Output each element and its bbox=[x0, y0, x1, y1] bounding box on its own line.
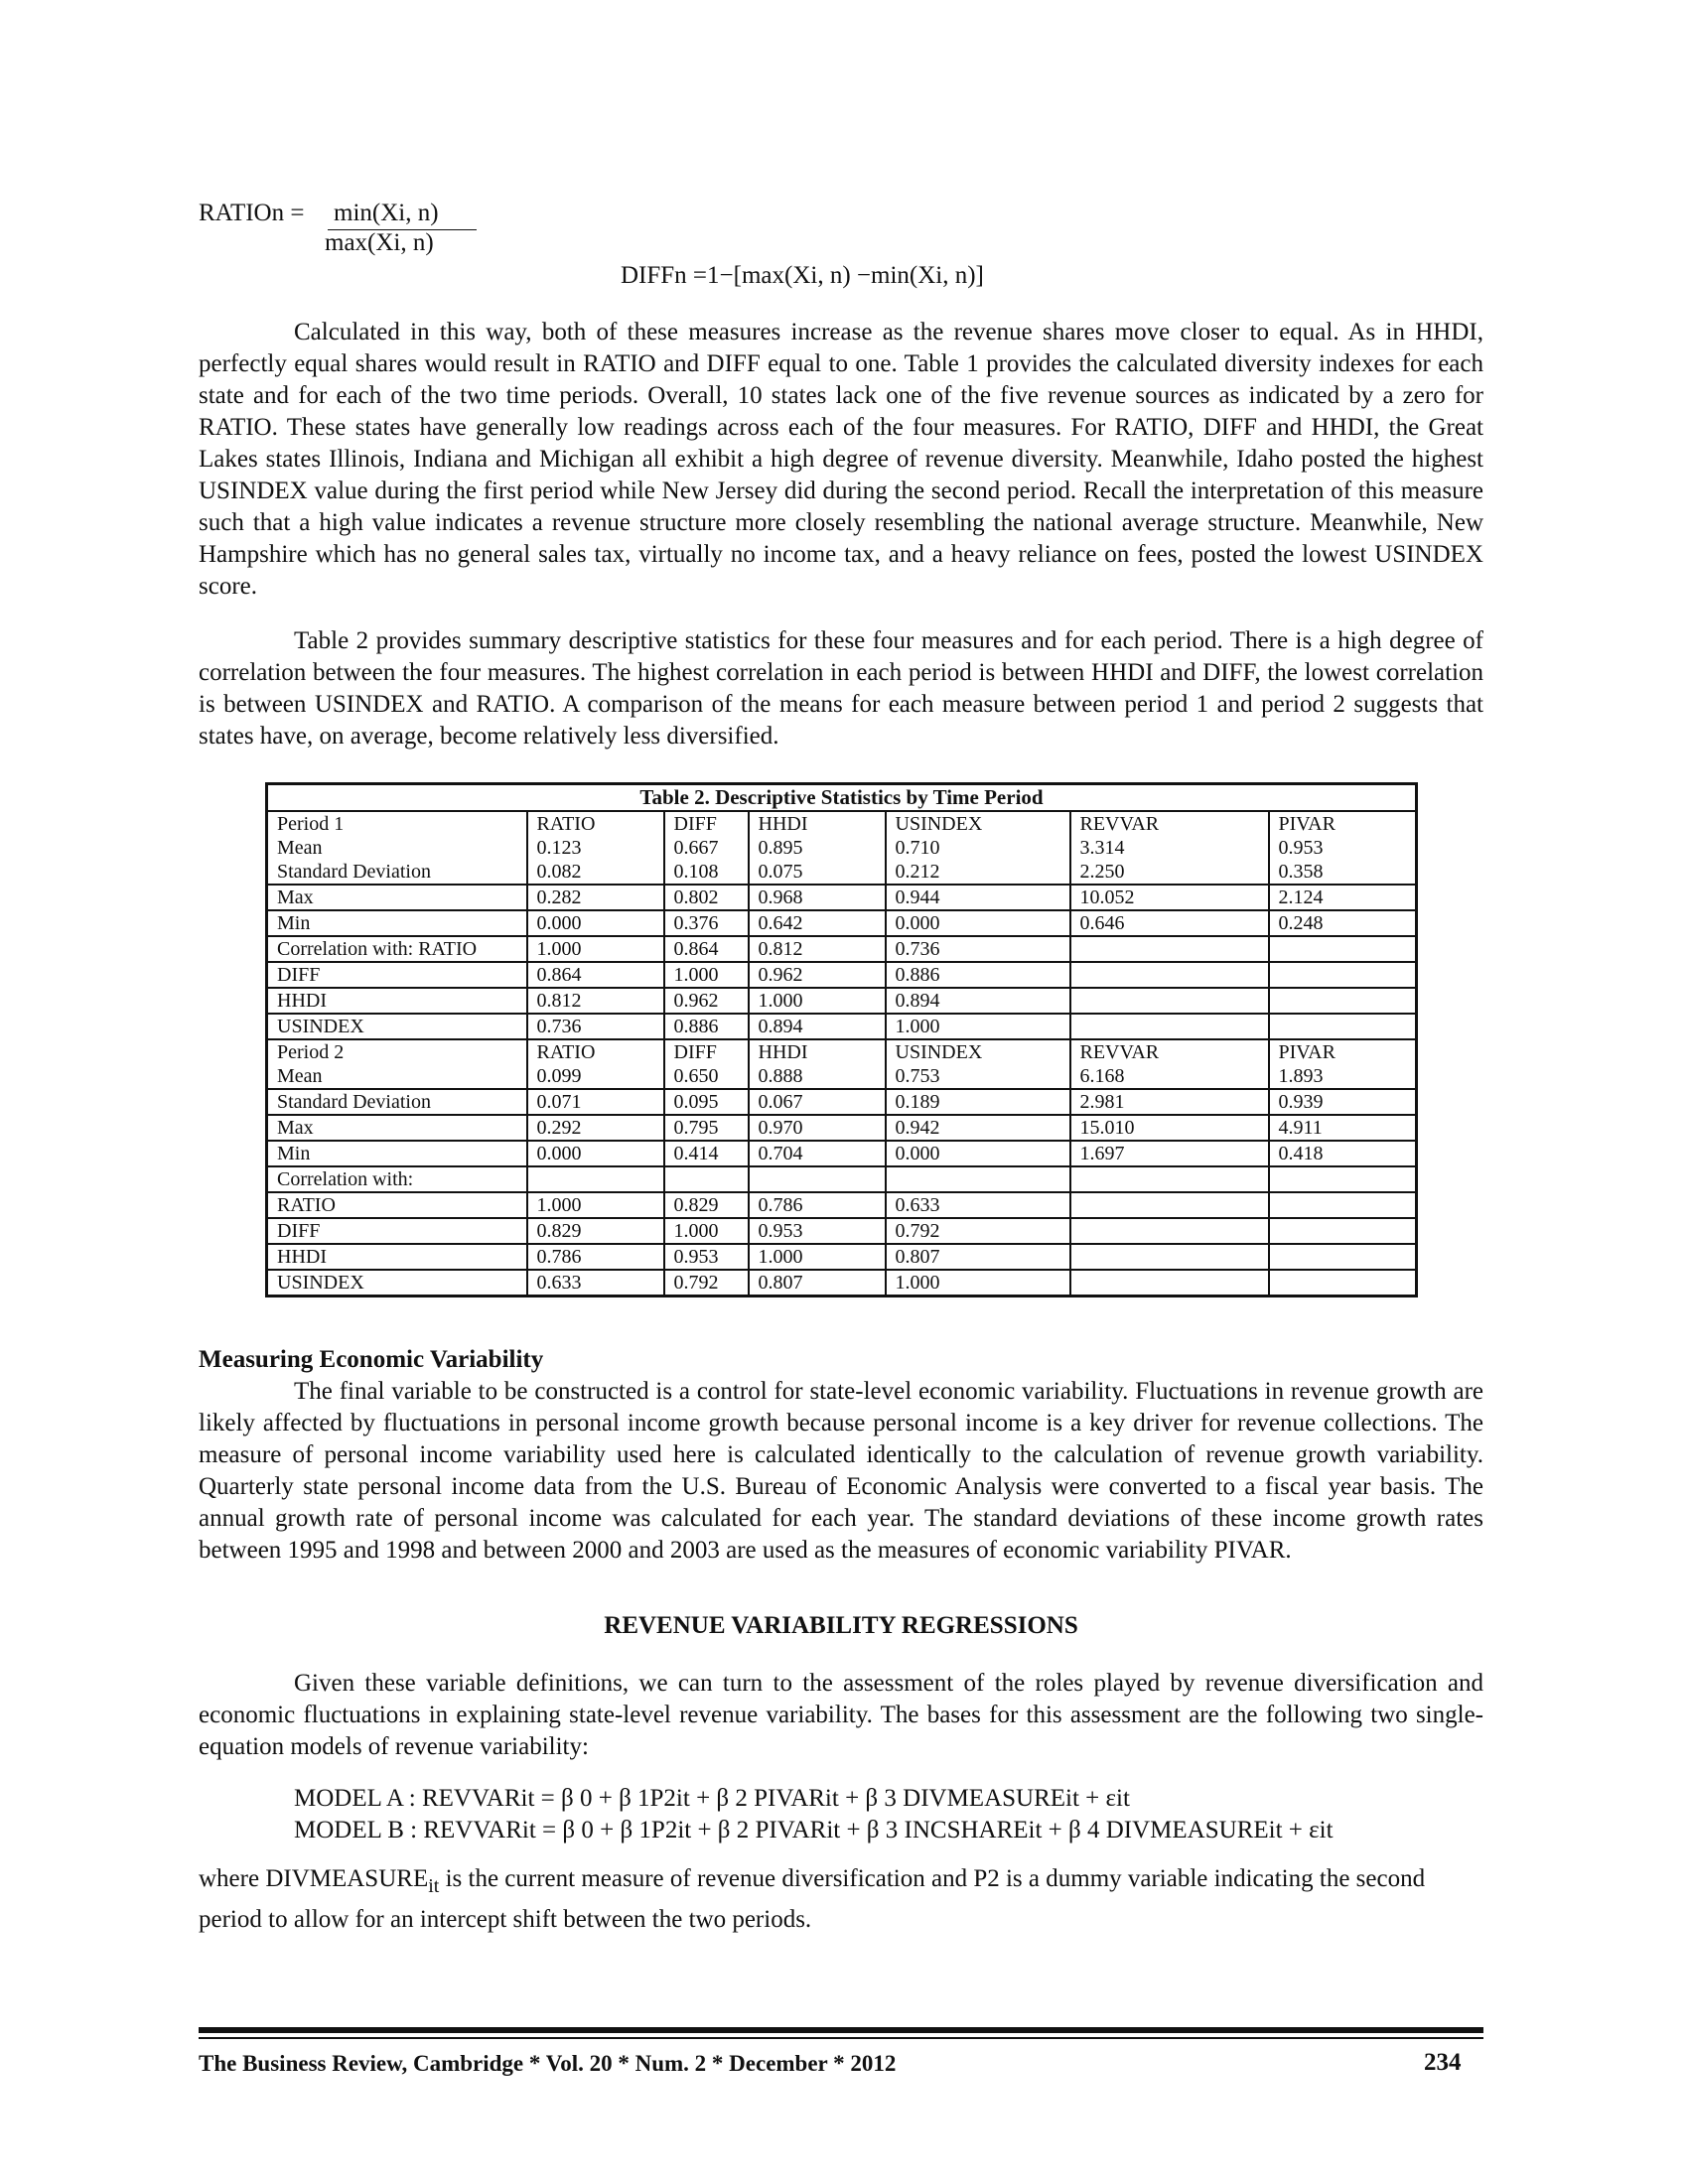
cell-line: 0.376 bbox=[673, 912, 719, 934]
model-a-equation: MODEL A : REVVARit = β 0 + β 1P2it + β 2 PIVARit + β 3 DIVMEASUREit + εit bbox=[294, 1785, 1130, 1812]
cell-line: 0.642 bbox=[758, 912, 803, 934]
value-cell bbox=[527, 1115, 664, 1141]
value-cell bbox=[1269, 988, 1417, 1014]
cell-line bbox=[1279, 1193, 1407, 1217]
cell-line bbox=[1080, 1271, 1259, 1295]
value-cell bbox=[664, 1115, 749, 1141]
value-cell bbox=[886, 1192, 1070, 1218]
value-cell bbox=[1269, 1166, 1417, 1192]
table-row bbox=[267, 988, 1417, 1014]
value-cell bbox=[1070, 1115, 1269, 1141]
cell-line: Standard Deviation bbox=[277, 1091, 431, 1113]
value-cell bbox=[1070, 1218, 1269, 1244]
value-cell bbox=[1269, 1141, 1417, 1166]
cell-line: HHDI bbox=[277, 990, 327, 1012]
cell-line: 0.704 bbox=[758, 1143, 803, 1164]
cell-line: USINDEX bbox=[895, 813, 983, 835]
value-cell bbox=[749, 885, 886, 910]
value-cell bbox=[527, 885, 664, 910]
row-label-cell bbox=[267, 936, 527, 962]
cell-line: USINDEX bbox=[277, 1272, 364, 1294]
cell-line: 0.000 bbox=[895, 912, 940, 934]
value-cell bbox=[527, 1218, 664, 1244]
paragraph-diversity-indexes: Calculated in this way, both of these measures increase as the revenue shares move closer to equal. As in HHDI, perfectly equal shares would result in RATIO and DIFF equal to one. Table 1 provides the calculated diversity indexes for each state and for each of the two time periods. Overall, 10 states lack one of the five revenue sources as indicated by a zero for RATIO. These states have generally low readings across each of the four measures. For RATIO, DIFF and HHDI, the Great Lakes states Illinois, Indiana and Michigan all exhibit a high degree of revenue diversity. Meanwhile, Idaho posted the highest USINDEX value during the first period while New Jersey did during the second period. Recall the interpretation of this measure such that a high value indicates a revenue structure more closely resembling the national average structure. Meanwhile, New Hampshire which has no general sales tax, virtually no income tax, and a heavy reliance on fees, posted the lowest USINDEX score. bbox=[199, 319, 1483, 600]
value-cell bbox=[664, 910, 749, 936]
table-row bbox=[267, 811, 1417, 885]
value-cell bbox=[527, 936, 664, 962]
ratio-formula-denominator: max(Xi, n) bbox=[325, 229, 434, 256]
cell-line: Period 1 bbox=[277, 813, 345, 835]
cell-line: 1.000 bbox=[536, 938, 582, 960]
value-cell bbox=[1070, 988, 1269, 1014]
cell-line: 0.792 bbox=[673, 1272, 719, 1294]
value-cell bbox=[527, 811, 664, 885]
value-cell bbox=[1269, 1244, 1417, 1270]
value-cell bbox=[1070, 936, 1269, 962]
value-cell bbox=[886, 1218, 1070, 1244]
cell-line: 0.786 bbox=[758, 1194, 803, 1216]
row-label-cell bbox=[267, 811, 527, 885]
value-cell bbox=[664, 885, 749, 910]
table-row bbox=[267, 1244, 1417, 1270]
value-cell bbox=[1269, 885, 1417, 910]
cell-line: 0.968 bbox=[758, 887, 803, 908]
row-label-cell bbox=[267, 1166, 527, 1192]
value-cell bbox=[1269, 1039, 1417, 1089]
cell-line bbox=[1080, 1245, 1259, 1269]
cell-line: 0.886 bbox=[673, 1016, 719, 1037]
value-cell bbox=[1269, 1115, 1417, 1141]
cell-line: 0.099 bbox=[536, 1065, 582, 1087]
table-row bbox=[267, 1192, 1417, 1218]
cell-line: RATIO bbox=[536, 813, 596, 835]
cell-line: DIFF bbox=[673, 1041, 717, 1063]
value-cell bbox=[749, 1141, 886, 1166]
value-cell bbox=[1269, 962, 1417, 988]
cell-line bbox=[537, 1167, 654, 1191]
cell-line: HHDI bbox=[758, 1041, 808, 1063]
cell-line: Max bbox=[277, 887, 314, 908]
value-cell bbox=[1269, 1014, 1417, 1039]
cell-line: 1.000 bbox=[895, 1016, 940, 1037]
ratio-formula-lhs: RATIOn = bbox=[199, 200, 305, 226]
table-row bbox=[267, 1115, 1417, 1141]
value-cell bbox=[1269, 910, 1417, 936]
cell-line bbox=[1080, 963, 1259, 987]
value-cell bbox=[664, 1089, 749, 1115]
cell-line: USINDEX bbox=[895, 1041, 983, 1063]
cell-line: REVVAR bbox=[1079, 813, 1160, 835]
value-cell bbox=[749, 910, 886, 936]
cell-line: 2.250 bbox=[1079, 861, 1125, 883]
value-cell bbox=[886, 936, 1070, 962]
cell-line: 0.753 bbox=[895, 1065, 940, 1087]
value-cell bbox=[1070, 1039, 1269, 1089]
cell-line: PIVAR bbox=[1278, 813, 1336, 835]
table-row bbox=[267, 1014, 1417, 1039]
cell-line: 0.082 bbox=[536, 861, 582, 883]
cell-line: 0.736 bbox=[536, 1016, 582, 1037]
cell-line: 0.939 bbox=[1278, 1091, 1324, 1113]
cell-line: 2.124 bbox=[1278, 887, 1324, 908]
cell-line: 0.646 bbox=[1079, 912, 1125, 934]
table-row bbox=[267, 1141, 1417, 1166]
value-cell bbox=[886, 1244, 1070, 1270]
value-cell bbox=[664, 936, 749, 962]
value-cell bbox=[1269, 811, 1417, 885]
cell-line: Period 2 bbox=[277, 1041, 345, 1063]
cell-line: 0.962 bbox=[758, 964, 803, 986]
cell-line: 0.895 bbox=[758, 837, 803, 859]
value-cell bbox=[886, 1014, 1070, 1039]
cell-line bbox=[896, 1167, 1060, 1191]
cell-line bbox=[1080, 989, 1259, 1013]
value-cell bbox=[527, 1244, 664, 1270]
cell-line: 6.168 bbox=[1079, 1065, 1125, 1087]
value-cell bbox=[527, 910, 664, 936]
cell-line: HHDI bbox=[277, 1246, 327, 1268]
cell-line: 0.864 bbox=[536, 964, 582, 986]
row-label-cell bbox=[267, 910, 527, 936]
value-cell bbox=[527, 1192, 664, 1218]
cell-line: 0.962 bbox=[673, 990, 719, 1012]
cell-line: 1.000 bbox=[673, 964, 719, 986]
value-cell bbox=[886, 1039, 1070, 1089]
cell-line: 0.795 bbox=[673, 1117, 719, 1139]
cell-line: 0.953 bbox=[1278, 837, 1324, 859]
row-label-cell bbox=[267, 1218, 527, 1244]
value-cell bbox=[664, 811, 749, 885]
row-label-cell bbox=[267, 885, 527, 910]
cell-line bbox=[1080, 937, 1259, 961]
row-label-cell bbox=[267, 1270, 527, 1297]
cell-line bbox=[1279, 1219, 1407, 1243]
value-cell bbox=[1269, 936, 1417, 962]
value-cell bbox=[527, 1089, 664, 1115]
cell-line: 0.802 bbox=[673, 887, 719, 908]
value-cell bbox=[749, 1014, 886, 1039]
cell-line: 0.414 bbox=[673, 1143, 719, 1164]
cell-line: Correlation with: RATIO bbox=[277, 938, 478, 960]
cell-line: 0.807 bbox=[895, 1246, 940, 1268]
cell-line: 0.123 bbox=[536, 837, 582, 859]
table-row bbox=[267, 936, 1417, 962]
cell-line: 0.189 bbox=[895, 1091, 940, 1113]
cell-line bbox=[1080, 1219, 1259, 1243]
cell-line: Mean bbox=[277, 1065, 323, 1087]
value-cell bbox=[527, 988, 664, 1014]
table-caption: Table 2. Descriptive Statistics by Time Period bbox=[267, 784, 1417, 812]
cell-line: 0.888 bbox=[758, 1065, 803, 1087]
cell-line: 0.953 bbox=[758, 1220, 803, 1242]
cell-line bbox=[674, 1167, 739, 1191]
cell-line: PIVAR bbox=[1278, 1041, 1336, 1063]
value-cell bbox=[1070, 1089, 1269, 1115]
cell-line: 1.000 bbox=[673, 1220, 719, 1242]
cell-line: 0.067 bbox=[758, 1091, 803, 1113]
value-cell bbox=[664, 1014, 749, 1039]
cell-line: 0.650 bbox=[673, 1065, 719, 1087]
table-row bbox=[267, 1089, 1417, 1115]
value-cell bbox=[1269, 1089, 1417, 1115]
cell-line: DIFF bbox=[277, 1220, 321, 1242]
table-row bbox=[267, 1218, 1417, 1244]
cell-line: 0.829 bbox=[536, 1220, 582, 1242]
paragraph-table2-summary: Table 2 provides summary descriptive statistics for these four measures and for each period. There is a high degree of correlation between the four measures. The highest correlation in each period is between HHDI and DIFF, the lowest correlation is between USINDEX and RATIO. A comparison of the means for each measure between period 1 and period 2 suggests that states have, on average, become relatively less diversified. bbox=[199, 627, 1483, 750]
value-cell bbox=[749, 1115, 886, 1141]
cell-line: 1.000 bbox=[758, 990, 803, 1012]
value-cell bbox=[527, 1166, 664, 1192]
row-label-cell bbox=[267, 962, 527, 988]
cell-line: 0.894 bbox=[758, 1016, 803, 1037]
value-cell bbox=[749, 1192, 886, 1218]
row-label-cell bbox=[267, 1244, 527, 1270]
value-cell bbox=[1070, 962, 1269, 988]
footer-rule-thin bbox=[199, 2037, 1483, 2039]
value-cell bbox=[664, 1218, 749, 1244]
table-row bbox=[267, 1270, 1417, 1297]
value-cell bbox=[749, 1039, 886, 1089]
value-cell bbox=[1269, 1192, 1417, 1218]
value-cell bbox=[886, 910, 1070, 936]
cell-line bbox=[1279, 1245, 1407, 1269]
cell-line: 0.792 bbox=[895, 1220, 940, 1242]
value-cell bbox=[664, 1192, 749, 1218]
value-cell bbox=[749, 811, 886, 885]
cell-line: Min bbox=[277, 1143, 311, 1164]
value-cell bbox=[886, 885, 1070, 910]
cell-line: 0.095 bbox=[673, 1091, 719, 1113]
cell-line: USINDEX bbox=[277, 1016, 364, 1037]
table-row bbox=[267, 1166, 1417, 1192]
page-number: 234 bbox=[1424, 2049, 1462, 2076]
cell-line: 3.314 bbox=[1079, 837, 1125, 859]
cell-line: DIFF bbox=[277, 964, 321, 986]
value-cell bbox=[664, 1166, 749, 1192]
value-cell bbox=[1070, 1141, 1269, 1166]
cell-line: 0.710 bbox=[895, 837, 940, 859]
value-cell bbox=[664, 1039, 749, 1089]
cell-line: 1.000 bbox=[536, 1194, 582, 1216]
cell-line bbox=[759, 1167, 876, 1191]
cell-line: 10.052 bbox=[1079, 887, 1135, 908]
cell-line: 0.282 bbox=[536, 887, 582, 908]
value-cell bbox=[749, 1089, 886, 1115]
value-cell bbox=[749, 988, 886, 1014]
cell-line: 0.942 bbox=[895, 1117, 940, 1139]
section-heading-regressions: REVENUE VARIABILITY REGRESSIONS bbox=[604, 1612, 1078, 1639]
value-cell bbox=[886, 962, 1070, 988]
value-cell bbox=[1070, 1166, 1269, 1192]
cell-line: 0.970 bbox=[758, 1117, 803, 1139]
value-cell bbox=[1070, 811, 1269, 885]
value-cell bbox=[886, 811, 1070, 885]
cell-line: 0.894 bbox=[895, 990, 940, 1012]
value-cell bbox=[527, 1039, 664, 1089]
value-cell bbox=[1070, 1192, 1269, 1218]
cell-line bbox=[1279, 1015, 1407, 1038]
value-cell bbox=[749, 962, 886, 988]
ratio-formula-numerator: min(Xi, n) bbox=[334, 200, 439, 226]
cell-line: 0.829 bbox=[673, 1194, 719, 1216]
cell-line: 0.075 bbox=[758, 861, 803, 883]
cell-line: Mean bbox=[277, 837, 323, 859]
table-row bbox=[267, 962, 1417, 988]
row-label-cell bbox=[267, 1141, 527, 1166]
value-cell bbox=[886, 1089, 1070, 1115]
value-cell bbox=[527, 1141, 664, 1166]
value-cell bbox=[749, 1244, 886, 1270]
cell-line: 0.108 bbox=[673, 861, 719, 883]
value-cell bbox=[886, 1270, 1070, 1297]
cell-line: 0.667 bbox=[673, 837, 719, 859]
paragraph-divmeasure: where $DIVMEASURE_{it}$ is the current measure of revenue diversification and P2 is a dummy variable indicating the second period to allow for an intercept shift between the two periods. bbox=[199, 1865, 1426, 1933]
value-cell bbox=[886, 1166, 1070, 1192]
cell-line: 0.418 bbox=[1278, 1143, 1324, 1164]
value-cell bbox=[749, 936, 886, 962]
table-row bbox=[267, 885, 1417, 910]
row-label-cell bbox=[267, 1115, 527, 1141]
cell-line: Correlation with: bbox=[277, 1168, 414, 1190]
cell-line: 0.812 bbox=[536, 990, 582, 1012]
cell-line: 0.864 bbox=[673, 938, 719, 960]
cell-line: 0.953 bbox=[673, 1246, 719, 1268]
value-cell bbox=[1070, 910, 1269, 936]
cell-line: 0.736 bbox=[895, 938, 940, 960]
cell-line: 0.000 bbox=[536, 1143, 582, 1164]
cell-line: 0.886 bbox=[895, 964, 940, 986]
diff-formula: DIFFn =1−[max(Xi, n) −min(Xi, n)] bbox=[621, 262, 984, 289]
value-cell bbox=[1070, 1244, 1269, 1270]
footer-journal: The Business Review, Cambridge * Vol. 20 * Num. 2 * December * 2012 bbox=[199, 2051, 897, 2076]
value-cell bbox=[886, 988, 1070, 1014]
table-row bbox=[267, 1039, 1417, 1089]
cell-line: RATIO bbox=[277, 1194, 336, 1216]
cell-line: 0.212 bbox=[895, 861, 940, 883]
row-label-cell bbox=[267, 1089, 527, 1115]
cell-line: 0.292 bbox=[536, 1117, 582, 1139]
cell-line: 0.944 bbox=[895, 887, 940, 908]
paragraph-economic-variability: The final variable to be constructed is a control for state-level economic variability. Fluctuations in revenue growth are likely affected by fluctuations in personal income growth because personal income is a key driver for revenue collections. The measure of personal income variability used here is calculated identically to the calculation of revenue growth variability. Quarterly state personal income data from the U.S. Bureau of Economic Analysis were converted to a fiscal year basis. The annual growth rate of personal income was calculated for each year. The standard deviations of these income growth rates between 1995 and 1998 and between 2000 and 2003 are used as the measures of economic variability PIVAR. bbox=[199, 1378, 1483, 1564]
cell-line: 15.010 bbox=[1079, 1117, 1135, 1139]
cell-line: Min bbox=[277, 912, 311, 934]
cell-line bbox=[1279, 1271, 1407, 1295]
cell-line bbox=[1080, 1015, 1259, 1038]
cell-line: REVVAR bbox=[1079, 1041, 1160, 1063]
cell-line: Max bbox=[277, 1117, 314, 1139]
value-cell bbox=[1070, 885, 1269, 910]
cell-line: 0.786 bbox=[536, 1246, 582, 1268]
value-cell bbox=[749, 1218, 886, 1244]
cell-line bbox=[1279, 963, 1407, 987]
row-label-cell bbox=[267, 988, 527, 1014]
value-cell bbox=[527, 962, 664, 988]
model-b-equation: MODEL B : REVVARit = β 0 + β 1P2it + β 2 PIVARit + β 3 INCSHAREit + β 4 DIVMEASUREit + εit bbox=[294, 1817, 1334, 1843]
cell-line bbox=[1279, 1167, 1407, 1191]
cell-line bbox=[1279, 937, 1407, 961]
value-cell bbox=[664, 962, 749, 988]
cell-line: RATIO bbox=[536, 1041, 596, 1063]
row-label-cell bbox=[267, 1014, 527, 1039]
cell-line: 0.000 bbox=[895, 1143, 940, 1164]
cell-line bbox=[1080, 1167, 1259, 1191]
cell-line bbox=[1080, 1193, 1259, 1217]
paragraph-variable-definitions: Given these variable definitions, we can turn to the assessment of the roles played by revenue diversification and economic fluctuations in explaining state-level revenue variability. The bases for this assessment are the following two single-equation models of revenue variability: bbox=[199, 1670, 1483, 1760]
cell-line: 0.358 bbox=[1278, 861, 1324, 883]
value-cell bbox=[749, 1166, 886, 1192]
cell-line: Standard Deviation bbox=[277, 861, 431, 883]
value-cell bbox=[1269, 1218, 1417, 1244]
value-cell bbox=[1269, 1270, 1417, 1297]
cell-line: 0.000 bbox=[536, 912, 582, 934]
value-cell bbox=[527, 1014, 664, 1039]
section-heading-measuring: Measuring Economic Variability bbox=[199, 1346, 544, 1373]
row-label-cell bbox=[267, 1039, 527, 1089]
cell-line: 4.911 bbox=[1278, 1117, 1323, 1139]
cell-line: 0.248 bbox=[1278, 912, 1324, 934]
cell-line bbox=[1279, 989, 1407, 1013]
value-cell bbox=[527, 1270, 664, 1297]
value-cell bbox=[1070, 1270, 1269, 1297]
value-cell bbox=[664, 1244, 749, 1270]
cell-line: 0.633 bbox=[895, 1194, 940, 1216]
cell-line: 0.807 bbox=[758, 1272, 803, 1294]
cell-line: 1.697 bbox=[1079, 1143, 1125, 1164]
cell-line: 0.071 bbox=[536, 1091, 582, 1113]
cell-line: 1.000 bbox=[895, 1272, 940, 1294]
value-cell bbox=[664, 1270, 749, 1297]
value-cell bbox=[886, 1115, 1070, 1141]
value-cell bbox=[664, 1141, 749, 1166]
cell-line: HHDI bbox=[758, 813, 808, 835]
cell-line: DIFF bbox=[673, 813, 717, 835]
cell-line: 1.000 bbox=[758, 1246, 803, 1268]
footer-rule-thick bbox=[199, 2027, 1483, 2033]
value-cell bbox=[664, 988, 749, 1014]
value-cell bbox=[886, 1141, 1070, 1166]
table-row bbox=[267, 910, 1417, 936]
row-label-cell bbox=[267, 1192, 527, 1218]
cell-line: 0.812 bbox=[758, 938, 803, 960]
value-cell bbox=[749, 1270, 886, 1297]
descriptive-statistics-table bbox=[265, 782, 1418, 1297]
cell-line: 0.633 bbox=[536, 1272, 582, 1294]
cell-line: 2.981 bbox=[1079, 1091, 1125, 1113]
cell-line: 1.893 bbox=[1278, 1065, 1324, 1087]
value-cell bbox=[1070, 1014, 1269, 1039]
